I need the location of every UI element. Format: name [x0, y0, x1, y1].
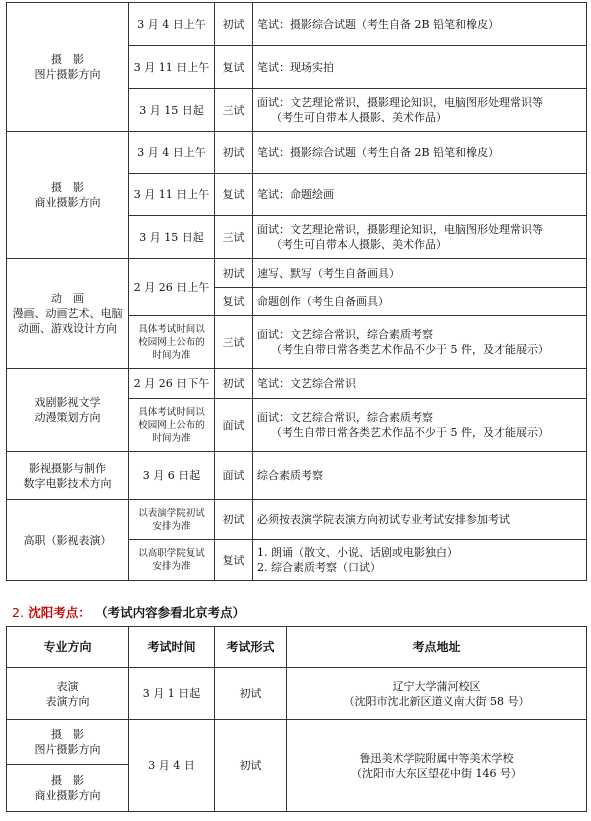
- major-direction: 商业摄影方向: [34, 196, 101, 209]
- exam-form: 复试: [215, 540, 253, 581]
- major-cell: [7, 720, 129, 765]
- time-line: 安排为准: [152, 561, 191, 572]
- major-name: 影视摄影与制作: [29, 461, 106, 475]
- exam-form: 初试: [215, 259, 253, 288]
- address-line: 辽宁大学蒲河校区: [392, 679, 481, 693]
- major-cell: 高职（影视表演）: [7, 500, 129, 581]
- exam-content: 综合素质考察: [253, 452, 587, 500]
- major-direction: 图片摄影方向: [34, 68, 101, 81]
- table-header-row: [7, 627, 587, 668]
- exam-time: [129, 316, 215, 369]
- major-name: 摄 影: [51, 181, 84, 194]
- exam-time: 3 月 6 日起: [129, 452, 215, 500]
- time-line: 具体考试时间以: [138, 323, 205, 335]
- time-line: 校园网上公布的: [138, 419, 205, 431]
- major-name: 摄 影: [51, 774, 84, 787]
- exam-form: 三试: [215, 89, 253, 132]
- major-cell: [7, 132, 129, 259]
- time-line: 以高职学院复试: [138, 548, 205, 559]
- table-row: [7, 668, 587, 720]
- time-line: 以表演学院初试: [138, 507, 205, 519]
- exam-time: 3 月 15 日起: [129, 89, 215, 132]
- exam-form: 面试: [215, 452, 253, 500]
- section-heading: [12, 603, 245, 621]
- time-line: 校园网上公布的: [138, 336, 205, 348]
- section-title: 沈阳考点：: [28, 605, 91, 620]
- section-note: （考试内容参看北京考点）: [95, 605, 246, 620]
- major-direction: 图片摄影方向: [34, 743, 101, 756]
- exam-content: [253, 540, 587, 581]
- major-direction: 商业摄影方向: [34, 789, 101, 802]
- table-row: [7, 132, 587, 174]
- major-name: 戏剧影视文学: [34, 396, 101, 409]
- address-line: 鲁迅美术学院附属中等美术学校: [359, 751, 514, 765]
- time-line: 具体考试时间以: [138, 406, 205, 418]
- major-cell: [7, 765, 129, 812]
- exam-form: 初试: [215, 369, 253, 399]
- exam-time: [129, 399, 215, 452]
- exam-form: 复试: [215, 46, 253, 89]
- time-line: 安排为准: [152, 520, 191, 532]
- content-line: 面试：文艺理论常识，摄影理论知识，电脑图形处理常识等: [257, 223, 543, 236]
- major-direction: 漫画、动画艺术、电脑: [12, 307, 123, 320]
- exam-form: 初试: [215, 668, 287, 720]
- content-line: （考生可自带本人摄影、美术作品）: [271, 111, 447, 124]
- content-line: （考生自带日常各类艺术作品不少于 5 件，及才能展示）: [271, 426, 549, 439]
- exam-content: 必须按表演学院表演方向初试专业考试安排参加考试: [253, 500, 587, 540]
- column-header: 考点地址: [287, 627, 587, 668]
- exam-content: 笔试：现场实拍: [253, 46, 587, 89]
- exam-time: 3 月 11 日上午: [129, 46, 215, 89]
- exam-time: 3 月 15 日起: [129, 216, 215, 259]
- exam-content: 命题创作（考生自备画具）: [253, 288, 587, 316]
- major-cell: [7, 3, 129, 132]
- exam-time: [129, 540, 215, 581]
- exam-form: 初试: [215, 3, 253, 46]
- content-line: 1. 朗诵（散文、小说、话剧或电影独白）: [257, 546, 458, 559]
- column-header: 专业方向: [7, 627, 129, 668]
- exam-time: 2 月 26 日下午: [129, 369, 215, 399]
- major-name: 动 画: [51, 292, 84, 305]
- exam-time: 3 月 4 日上午: [129, 3, 215, 46]
- content-line: 面试：文艺理论常识，摄影理论知识，电脑图形处理常识等: [257, 96, 543, 109]
- exam-time: 3 月 1 日起: [129, 668, 215, 720]
- table-row: [7, 500, 587, 540]
- exam-form: 初试: [215, 132, 253, 174]
- major-cell: [7, 668, 129, 720]
- major-direction: 动漫策划方向: [34, 411, 101, 424]
- exam-content: 笔试：摄影综合试题（考生自备 2B 铅笔和橡皮）: [253, 3, 587, 46]
- exam-time: 3 月 11 日上午: [129, 174, 215, 216]
- major-cell: [7, 369, 129, 452]
- table-row: [7, 3, 587, 46]
- exam-content: 笔试：摄影综合试题（考生自备 2B 铅笔和橡皮）: [253, 132, 587, 174]
- exam-content: [253, 316, 587, 369]
- table-row: [7, 720, 587, 765]
- exam-time: 3 月 4 日: [129, 720, 215, 812]
- exam-time: 2 月 26 日上午: [129, 259, 215, 316]
- exam-content: 速写、默写（考生自备画具）: [253, 259, 587, 288]
- exam-time: 3 月 4 日上午: [129, 132, 215, 174]
- exam-form: 三试: [215, 216, 253, 259]
- content-line: 面试：文艺综合常识，综合素质考察: [257, 328, 433, 341]
- time-line: 时间为准: [152, 349, 191, 361]
- major-direction: 表演方向: [45, 694, 90, 708]
- major-name: 表演: [56, 679, 79, 693]
- table-row: [7, 452, 587, 500]
- time-line: 时间为准: [152, 432, 191, 444]
- section-number: 2.: [12, 605, 24, 620]
- exam-content: 笔试：文艺综合常识: [253, 369, 587, 399]
- column-header: 考试时间: [129, 627, 215, 668]
- exam-form: 初试: [215, 720, 287, 812]
- exam-address: [287, 720, 587, 812]
- exam-address: [287, 668, 587, 720]
- exam-content: [253, 216, 587, 259]
- major-cell: [7, 452, 129, 500]
- major-direction: 数字电影技术方向: [23, 476, 112, 490]
- content-line: 2. 综合素质考察（口试）: [257, 561, 381, 574]
- address-line: （沈阳市大东区望花中街 146 号）: [351, 766, 522, 780]
- table-row: [7, 369, 587, 399]
- content-line: （考生自带日常各类艺术作品不少于 5 件，及才能展示）: [271, 343, 549, 356]
- column-header: 考试形式: [215, 627, 287, 668]
- exam-form: 初试: [215, 500, 253, 540]
- major-direction: 动画、游戏设计方向: [18, 322, 117, 335]
- address-line: （沈阳市沈北新区道义南大街 58 号）: [343, 694, 530, 708]
- exam-content: [253, 89, 587, 132]
- table-row: [7, 259, 587, 288]
- exam-form: 复试: [215, 288, 253, 316]
- exam-content: [253, 399, 587, 452]
- exam-time: [129, 500, 215, 540]
- beijing-exam-table: [6, 2, 587, 581]
- content-line: （考生可自带本人摄影、美术作品）: [271, 238, 447, 251]
- shenyang-exam-table: [6, 626, 587, 812]
- major-cell: [7, 259, 129, 369]
- exam-content: 笔试：命题绘画: [253, 174, 587, 216]
- major-name: 摄 影: [51, 53, 84, 66]
- major-name: 摄 影: [51, 728, 84, 741]
- content-line: 面试：文艺综合常识，综合素质考察: [257, 411, 433, 424]
- exam-form: 复试: [215, 174, 253, 216]
- exam-form: 面试: [215, 399, 253, 452]
- exam-form: 三试: [215, 316, 253, 369]
